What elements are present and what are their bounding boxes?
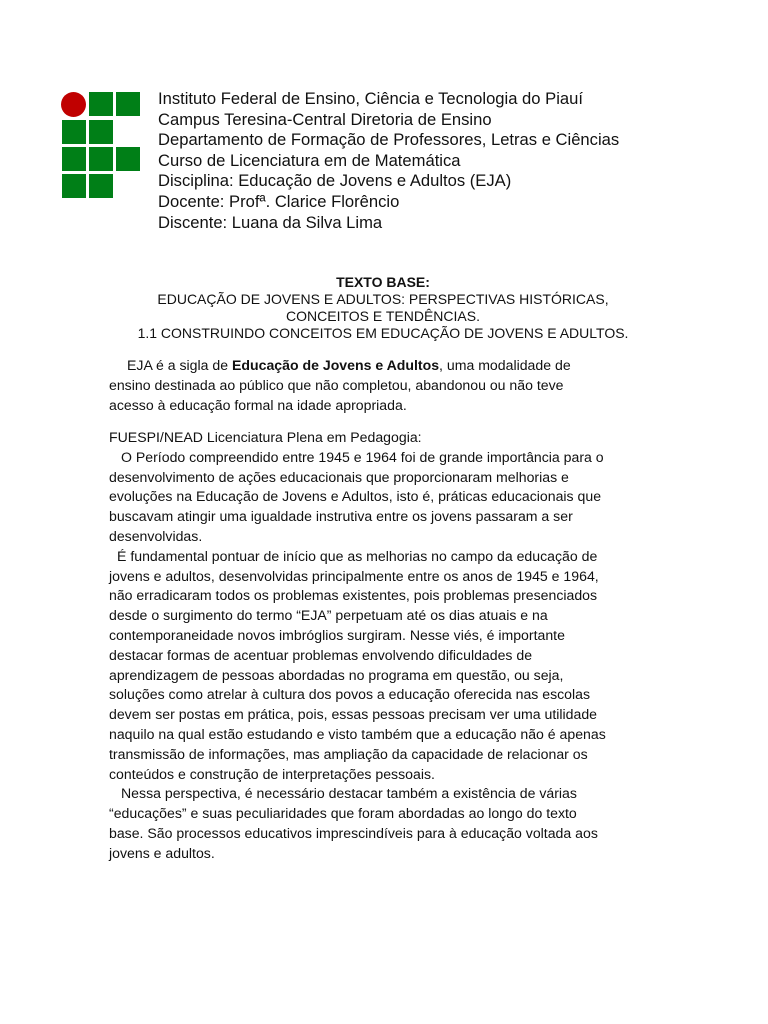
header-line-institute: Instituto Federal de Ensino, Ciência e Tecnologia do Piauí bbox=[158, 89, 583, 108]
logo-square bbox=[62, 174, 86, 198]
institution-header bbox=[158, 89, 748, 233]
body-line: base. São processos educativos imprescindíveis para à educação voltada aos bbox=[109, 824, 598, 841]
logo-square bbox=[89, 174, 113, 198]
logo-square bbox=[89, 92, 113, 116]
body-line: jovens e adultos. bbox=[109, 844, 215, 861]
body-line: É fundamental pontuar de início que as melhorias no campo da educação de bbox=[117, 547, 598, 564]
intro-text: , uma modalidade de bbox=[439, 357, 571, 373]
body-line: não erradicaram todos os problemas existentes, pois problemas presenciados bbox=[109, 587, 598, 604]
body-line: buscavam atingir uma igualdade instrutiva entre os jovens passaram a ser bbox=[109, 508, 573, 525]
intro-line: acesso à educação formal na idade apropriada. bbox=[109, 396, 407, 413]
body-line: soluções como atrelar à cultura dos povos a educação oferecida nas escolas bbox=[109, 686, 591, 703]
intro-text: EJA é a sigla de bbox=[127, 357, 232, 373]
logo-red-circle bbox=[61, 92, 86, 117]
header-line-teacher: Docente: Profª. Clarice Florêncio bbox=[158, 191, 400, 211]
institute-logo bbox=[60, 90, 140, 200]
body-line: naquilo na qual estão estudando e visto também que a educação não é apenas bbox=[109, 725, 606, 742]
body-line: desde o surgimento do termo “EJA” perpetuam até os dias atuais e na bbox=[109, 607, 548, 624]
body-paragraphs bbox=[109, 428, 669, 864]
body-line: desenvolvimento de ações educacionais que proporcionaram melhorias e bbox=[109, 468, 569, 485]
header-line-student: Discente: Luana da Silva Lima bbox=[158, 212, 383, 232]
logo-square bbox=[62, 120, 86, 144]
header-line-department: Departamento de Formação de Professores, Letras e Ciências bbox=[158, 130, 620, 150]
logo-square bbox=[116, 147, 140, 171]
body-line: conteúdos e construção de interpretações pessoais. bbox=[109, 765, 435, 782]
body-line: “educações” e suas peculiaridades que foram abordadas ao longo do texto bbox=[109, 805, 577, 822]
logo-square bbox=[89, 120, 113, 144]
body-line: jovens e adultos, desenvolvidas principalmente entre os anos de 1945 e 1964, bbox=[109, 567, 599, 584]
title-main: TEXTO BASE: bbox=[336, 274, 430, 290]
body-line: aprendizagem de pessoas abordadas no programa em questão, ou seja, bbox=[109, 666, 564, 683]
logo-square bbox=[89, 147, 113, 171]
body-line: O Período compreendido entre 1945 e 1964 foi de grande importância para o bbox=[121, 448, 604, 465]
header-line-campus: Campus Teresina-Central Diretoria de Ensino bbox=[158, 109, 492, 129]
header-line-course: Curso de Licenciatura em de Matemática bbox=[158, 150, 461, 170]
section-heading: 1.1 CONSTRUINDO CONCEITOS EM EDUCAÇÃO DE JOVENS E ADULTOS. bbox=[137, 325, 629, 341]
header-line-discipline: Disciplina: Educação de Jovens e Adultos (EJA) bbox=[158, 171, 512, 191]
body-line: devem ser postas em prática, pois, essas pessoas precisam ver uma utilidade bbox=[109, 706, 598, 723]
title-subtitle: CONCEITOS E TENDÊNCIAS. bbox=[286, 308, 480, 324]
body-line: evoluções na Educação de Jovens e Adultos, isto é, práticas educacionais que bbox=[109, 488, 602, 505]
source-line: FUESPI/NEAD Licenciatura Plena em Pedagogia: bbox=[109, 429, 422, 445]
intro-paragraph bbox=[109, 356, 669, 415]
body-line: desenvolvidas. bbox=[109, 527, 203, 544]
document-title bbox=[100, 274, 666, 342]
intro-line: ensino destinada ao público que não completou, abandonou ou não teve bbox=[109, 376, 564, 393]
body-line: transmissão de informações, mas ampliação da capacidade de relacionar os bbox=[109, 745, 588, 762]
body-line: contemporaneidade novos imbróglios surgiram. Nesse viés, é importante bbox=[109, 626, 565, 643]
body-line: destacar formas de acentuar problemas envolvendo dificuldades de bbox=[109, 646, 533, 663]
intro-bold-term: Educação de Jovens e Adultos bbox=[232, 357, 440, 373]
body-line: Nessa perspectiva, é necessário destacar também a existência de várias bbox=[121, 785, 577, 802]
logo-square bbox=[116, 92, 140, 116]
title-subtitle: EDUCAÇÃO DE JOVENS E ADULTOS: PERSPECTIVAS HISTÓRICAS, bbox=[157, 291, 609, 307]
logo-square bbox=[62, 147, 86, 171]
